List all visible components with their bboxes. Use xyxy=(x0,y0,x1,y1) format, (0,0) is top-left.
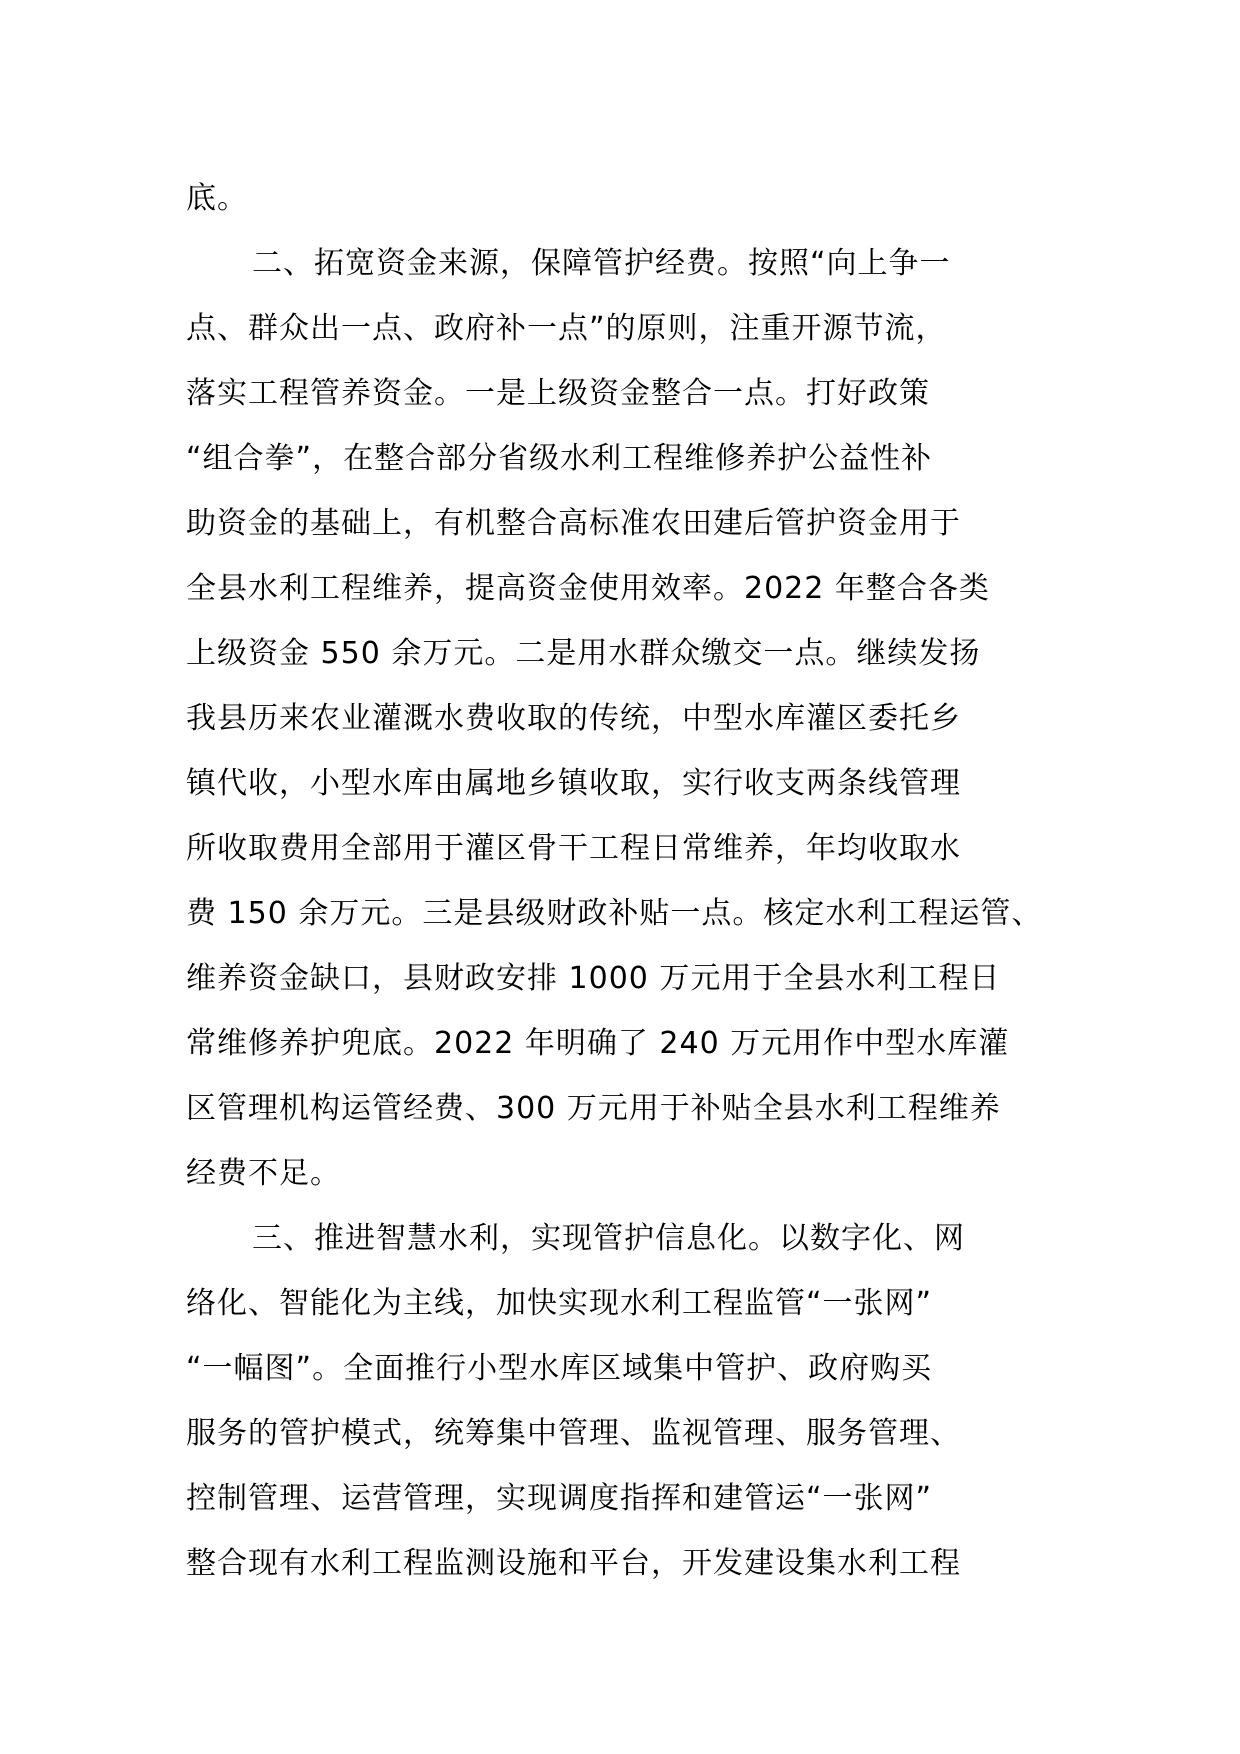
text-line: 助资金的基础上，有机整合高标准农田建后管护资金用于 xyxy=(186,506,961,541)
text-line: 所收取费用全部用于灌区骨干工程日常维养，年均收取水 xyxy=(186,831,961,866)
text-line: 维养资金缺口，县财政安排 1000 万元用于全县水利工程日 xyxy=(186,961,1001,996)
section-heading-line: 三、推进智慧水利，实现管护信息化。以数字化、网 xyxy=(252,1221,965,1256)
text-line: 经费不足。 xyxy=(186,1156,341,1191)
text-line: 费 150 余万元。三是县级财政补贴一点。核定水利工程运管、 xyxy=(186,896,1043,931)
text-line: 区管理机构运管经费、300 万元用于补贴全县水利工程维养 xyxy=(186,1091,1001,1126)
body-text xyxy=(186,166,1056,1596)
text-line: “组合拳”，在整合部分省级水利工程维修养护公益性补 xyxy=(186,441,933,476)
text-line: 我县历来农业灌溉水费收取的传统，中型水库灌区委托乡 xyxy=(186,701,961,736)
text-line: 服务的管护模式，统筹集中管理、监视管理、服务管理、 xyxy=(186,1416,961,1451)
text-line: 点、群众出一点、政府补一点”的原则，注重开源节流， xyxy=(186,311,947,346)
text-line: 落实工程管养资金。一是上级资金整合一点。打好政策 xyxy=(186,376,930,411)
text-line: 控制管理、运营管理，实现调度指挥和建管运“一张网” xyxy=(186,1481,933,1516)
text-line: “一幅图”。全面推行小型水库区域集中管护、政府购买 xyxy=(186,1351,933,1386)
text-line: 上级资金 550 余万元。二是用水群众缴交一点。继续发扬 xyxy=(186,636,981,671)
text-line: 整合现有水利工程监测设施和平台，开发建设集水利工程 xyxy=(186,1546,961,1581)
text-line: 底。 xyxy=(186,181,248,216)
section-heading-line: 二、拓宽资金来源，保障管护经费。按照“向上争一 xyxy=(252,246,951,281)
text-line: 络化、智能化为主线，加快实现水利工程监管“一张网” xyxy=(186,1286,933,1321)
text-line: 常维修养护兜底。2022 年明确了 240 万元用作中型水库灌 xyxy=(186,1026,1010,1061)
text-line: 全县水利工程维养，提高资金使用效率。2022 年整合各类 xyxy=(186,571,990,606)
text-line: 镇代收，小型水库由属地乡镇收取，实行收支两条线管理 xyxy=(186,766,961,801)
